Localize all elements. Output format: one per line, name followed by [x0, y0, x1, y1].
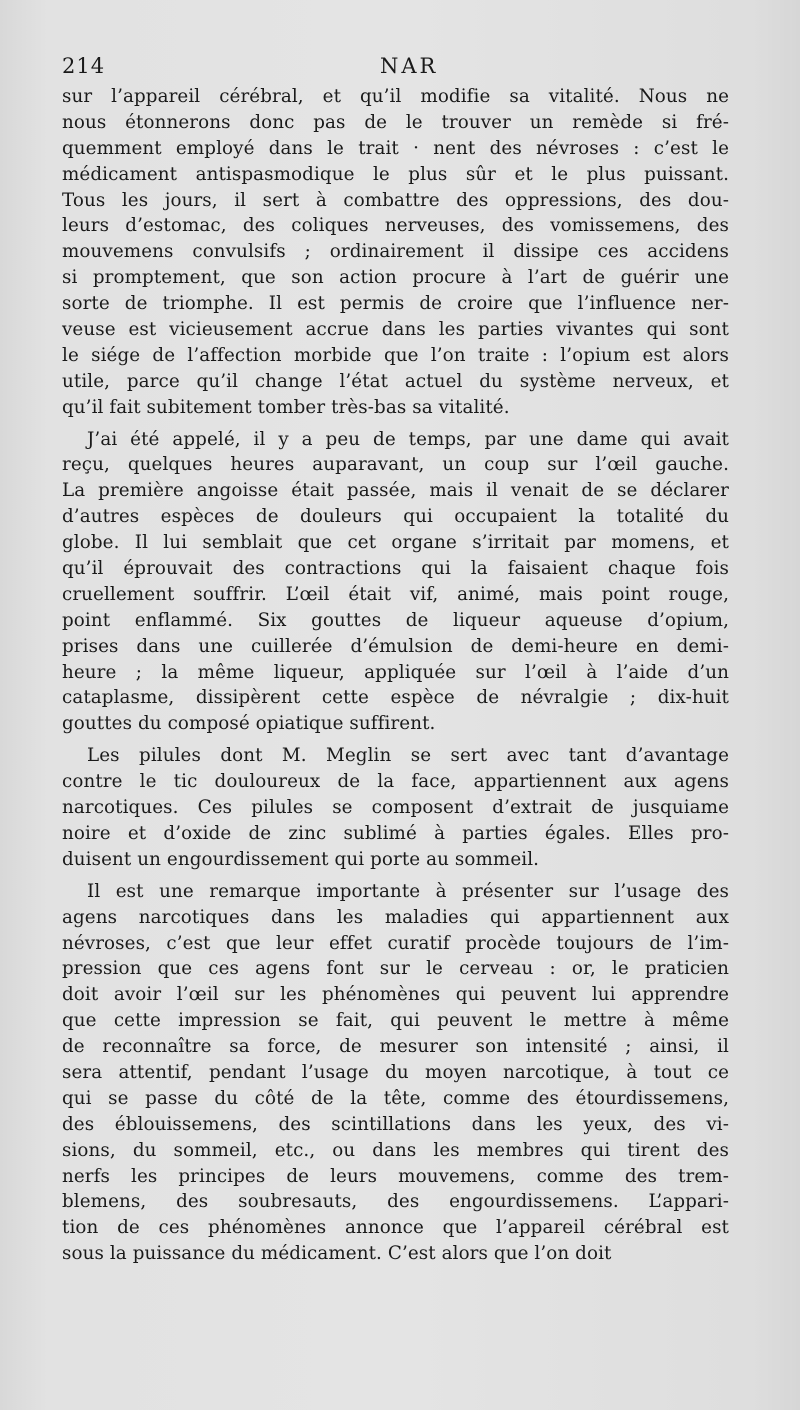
text-line: point enflammé. Six gouttes de liqueur aqueuse d’opium, — [62, 609, 729, 631]
text-line: La première angoisse était passée, mais il venait de se déclarer — [62, 480, 729, 502]
text-line: sous la puissance du médicament. C’est alors que l’on doit — [62, 1243, 612, 1265]
text-line: cruellement souffrir. L’œil était vif, animé, mais point rouge, — [62, 583, 729, 605]
text-line: Les pilules dont M. Meglin se sert avec tant d’avantage — [87, 745, 729, 767]
text-line: de reconnaître sa force, de mesurer son intensité ; ainsi, il — [62, 1036, 729, 1058]
text-line: sera attentif, pendant l’usage du moyen narcotique, à tout ce — [62, 1061, 729, 1083]
text-line: qu’il éprouvait des contractions qui la faisaient chaque fois — [62, 558, 729, 580]
text-line: nous étonnerons donc pas de le trouver un remède si fré- — [62, 111, 729, 133]
text-line: nerfs les principes de leurs mouvemens, comme des trem- — [62, 1165, 729, 1187]
page-header — [62, 54, 737, 84]
text-line: tion de ces phénomènes annonce que l’appareil cérébral est — [62, 1217, 729, 1239]
paragraph — [62, 879, 729, 1267]
text-line: utile, parce qu’il change l’état actuel du système nerveux, et — [62, 370, 729, 392]
text-line: le siége de l’affection morbide que l’on traite : l’opium est alors — [62, 344, 729, 366]
text-line: pression que ces agens font sur le cerveau : or, le praticien — [62, 958, 729, 980]
text-line: globe. Il lui semblait que cet organe s’irritait par momens, et — [62, 532, 729, 554]
text-line: J’ai été appelé, il y a peu de temps, par une dame qui avait — [87, 428, 729, 450]
paragraph — [62, 427, 729, 738]
text-line: contre le tic douloureux de la face, appartiennent aux agens — [62, 771, 729, 793]
text-line: blemens, des soubresauts, des engourdissemens. L’appari- — [62, 1191, 729, 1213]
text-line: d’autres espèces de douleurs qui occupaient la totalité du — [62, 506, 729, 528]
text-line: Tous les jours, il sert à combattre des oppressions, des dou- — [62, 189, 729, 211]
text-line: Il est une remarque importante à présenter sur l’usage des — [87, 880, 729, 902]
text-line: heure ; la même liqueur, appliquée sur l’œil à l’aide d’un — [62, 661, 729, 683]
text-line: noire et d’oxide de zinc sublimé à parties égales. Elles pro- — [62, 822, 729, 844]
text-line: mouvemens convulsifs ; ordinairement il dissipe ces accidens — [62, 241, 729, 263]
text-line: médicament antispasmodique le plus sûr et le plus puissant. — [62, 163, 729, 185]
text-line: narcotiques. Ces pilules se composent d’extrait de jusquiame — [62, 797, 729, 819]
text-line: doit avoir l’œil sur les phénomènes qui peuvent lui apprendre — [62, 984, 729, 1006]
text-line: sions, du sommeil, etc., ou dans les membres qui tirent des — [62, 1139, 729, 1161]
text-line: cataplasme, dissipèrent cette espèce de névralgie ; dix-huit — [62, 687, 729, 709]
text-line: agens narcotiques dans les maladies qui appartiennent aux — [62, 906, 729, 928]
paragraph — [62, 743, 729, 872]
text-line: veuse est vicieusement accrue dans les parties vivantes qui sont — [62, 319, 729, 341]
text-line: sur l’appareil cérébral, et qu’il modifie sa vitalité. Nous ne — [62, 86, 729, 107]
text-line: qu’il fait subitement tomber très-bas sa vitalité. — [62, 396, 510, 418]
running-head: NAR — [380, 54, 439, 78]
page-number: 214 — [62, 54, 106, 78]
text-line: sorte de triomphe. Il est permis de croire que l’influence ner- — [62, 293, 729, 315]
text-line: des éblouissemens, des scintillations dans les yeux, des vi- — [62, 1113, 729, 1135]
text-line: quemment employé dans le trait · nent des névroses : c’est le — [62, 137, 729, 159]
body-text — [62, 84, 729, 1267]
text-line: gouttes du composé opiatique suffirent. — [62, 713, 436, 735]
text-line: si promptement, que son action procure à l’art de guérir une — [62, 267, 729, 289]
text-line: qui se passe du côté de la tête, comme des étourdissemens, — [62, 1087, 729, 1109]
text-line: que cette impression se fait, qui peuvent le mettre à même — [62, 1010, 729, 1032]
text-line: duisent un engourdissement qui porte au sommeil. — [62, 848, 540, 870]
paragraph — [62, 84, 729, 421]
text-line: prises dans une cuillerée d’émulsion de demi-heure en demi- — [62, 635, 729, 657]
text-line: névroses, c’est que leur effet curatif procède toujours de l’im- — [62, 932, 729, 954]
text-line: leurs d’estomac, des coliques nerveuses, des vomissemens, des — [62, 215, 729, 237]
text-line: reçu, quelques heures auparavant, un coup sur l’œil gauche. — [62, 454, 729, 476]
